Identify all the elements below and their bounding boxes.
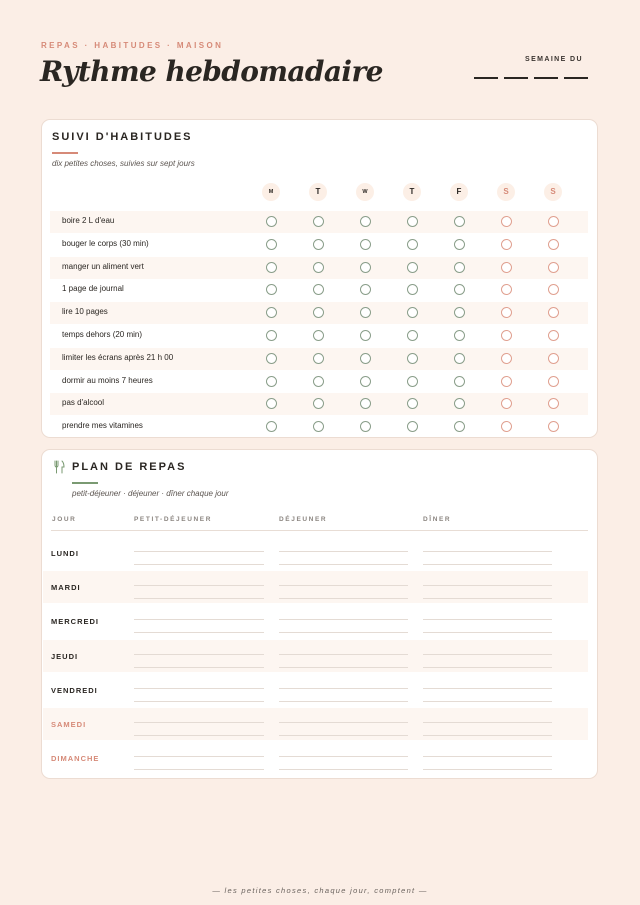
habit-checkbox[interactable] (407, 216, 418, 227)
habit-row (50, 371, 588, 393)
habit-checkbox[interactable] (407, 398, 418, 409)
habit-checkbox[interactable] (266, 284, 277, 295)
col-head-lunch: DÉJEUNER (279, 516, 328, 523)
habit-checkbox[interactable] (454, 353, 465, 364)
habit-label: pas d'alcool (62, 398, 104, 408)
habit-checkbox[interactable] (266, 239, 277, 250)
meal-write-line[interactable] (134, 654, 264, 655)
habit-row (50, 211, 588, 233)
habit-checkbox[interactable] (454, 398, 465, 409)
habit-row (50, 234, 588, 256)
habit-checkbox[interactable] (360, 307, 371, 318)
meal-write-line[interactable] (134, 722, 264, 723)
col-head-dinner: DÎNER (423, 516, 452, 523)
habit-checkbox[interactable] (266, 330, 277, 341)
meal-write-line[interactable] (423, 619, 552, 620)
page-title: Rythme hebdomadaire (40, 55, 383, 88)
week-blank (564, 77, 588, 79)
habit-label: manger un aliment vert (62, 261, 144, 271)
habit-checkbox[interactable] (360, 398, 371, 409)
habit-checkbox[interactable] (360, 330, 371, 341)
meal-write-line[interactable] (134, 701, 264, 702)
meal-write-line[interactable] (134, 585, 264, 586)
meal-write-line[interactable] (279, 688, 408, 689)
meal-write-line[interactable] (134, 632, 264, 633)
meal-write-line[interactable] (423, 632, 552, 633)
habit-checkbox[interactable] (360, 216, 371, 227)
habit-checkbox[interactable] (407, 353, 418, 364)
meal-write-line[interactable] (134, 756, 264, 757)
habit-checkbox[interactable] (501, 353, 512, 364)
meal-write-line[interactable] (134, 551, 264, 552)
habit-checkbox[interactable] (266, 307, 277, 318)
habit-checkbox[interactable] (501, 307, 512, 318)
meal-header-rule (51, 530, 588, 531)
habit-checkbox[interactable] (501, 421, 512, 432)
meal-day-label: SAMEDI (51, 720, 87, 729)
meal-write-line[interactable] (279, 619, 408, 620)
meal-row (43, 537, 588, 569)
meal-write-line[interactable] (134, 769, 264, 770)
habit-tracker-rule (52, 152, 78, 154)
meal-write-line[interactable] (423, 701, 552, 702)
habit-row (50, 416, 588, 438)
habit-checkbox[interactable] (313, 421, 324, 432)
habit-checkbox[interactable] (266, 216, 277, 227)
page-kicker: REPAS · HABITUDES · MAISON (41, 41, 224, 50)
meal-write-line[interactable] (279, 735, 408, 736)
habit-label: boire 2 L d'eau (62, 216, 115, 225)
habit-checkbox[interactable] (548, 353, 559, 364)
meal-write-line[interactable] (423, 598, 552, 599)
meal-write-line[interactable] (423, 722, 552, 723)
weekday-header-0: M (262, 183, 280, 201)
habit-checkbox[interactable] (407, 376, 418, 387)
week-blank (474, 77, 498, 79)
meal-write-line[interactable] (279, 701, 408, 702)
habit-checkbox[interactable] (454, 307, 465, 318)
meal-write-line[interactable] (423, 756, 552, 757)
habit-label: limiter les écrans après 21 h 00 (62, 352, 174, 362)
habit-row (50, 348, 588, 370)
habit-checkbox[interactable] (454, 239, 465, 250)
habit-checkbox[interactable] (548, 330, 559, 341)
week-blank (534, 77, 558, 79)
habit-checkbox[interactable] (454, 421, 465, 432)
habit-checkbox[interactable] (407, 262, 418, 273)
fork-knife-icon (53, 460, 65, 474)
meal-write-line[interactable] (279, 667, 408, 668)
habit-checkbox[interactable] (266, 421, 277, 432)
meal-write-line[interactable] (423, 551, 552, 552)
meal-day-label: VENDREDI (51, 685, 98, 695)
week-date-blanks (474, 77, 588, 79)
meal-plan-rule (72, 482, 98, 484)
habit-checkbox[interactable] (501, 216, 512, 227)
habit-checkbox[interactable] (360, 353, 371, 364)
habit-checkbox[interactable] (313, 216, 324, 227)
meal-write-line[interactable] (134, 619, 264, 620)
habit-checkbox[interactable] (548, 307, 559, 318)
habit-checkbox[interactable] (548, 421, 559, 432)
habit-checkbox[interactable] (548, 398, 559, 409)
habit-checkbox[interactable] (407, 284, 418, 295)
habit-checkbox[interactable] (266, 398, 277, 409)
habit-checkbox[interactable] (548, 284, 559, 295)
weekday-header-3: T (403, 183, 421, 201)
habit-checkbox[interactable] (548, 376, 559, 387)
habit-checkbox[interactable] (266, 262, 277, 273)
col-head-breakfast: PETIT-DÉJEUNER (134, 516, 213, 523)
meal-write-line[interactable] (423, 769, 552, 770)
meal-write-line[interactable] (279, 564, 408, 565)
meal-write-line[interactable] (279, 598, 408, 599)
habit-row (50, 325, 588, 347)
habit-row (50, 393, 588, 415)
habit-checkbox[interactable] (501, 284, 512, 295)
habit-checkbox[interactable] (454, 376, 465, 387)
habit-checkbox[interactable] (501, 239, 512, 250)
meal-write-line[interactable] (134, 598, 264, 599)
meal-write-line[interactable] (279, 756, 408, 757)
habit-checkbox[interactable] (360, 239, 371, 250)
habit-row (50, 279, 588, 301)
meal-write-line[interactable] (423, 667, 552, 668)
habit-checkbox[interactable] (548, 239, 559, 250)
habit-checkbox[interactable] (501, 330, 512, 341)
habit-row (50, 302, 588, 324)
meal-write-line[interactable] (423, 654, 552, 655)
habit-checkbox[interactable] (407, 421, 418, 432)
meal-day-label: LUNDI (51, 549, 79, 558)
habit-checkbox[interactable] (266, 376, 277, 387)
habit-checkbox[interactable] (454, 284, 465, 295)
weekday-header-4: F (450, 183, 468, 201)
habit-checkbox[interactable] (407, 330, 418, 341)
meal-write-line[interactable] (279, 722, 408, 723)
meal-write-line[interactable] (279, 632, 408, 633)
habit-tracker-subtitle: dix petites choses, suivies sur sept jours (52, 159, 195, 168)
weekday-header-row (0, 183, 640, 203)
habit-tracker-title: SUIVI D'HABITUDES (52, 131, 193, 143)
meal-row (43, 605, 588, 637)
meal-write-line[interactable] (134, 688, 264, 689)
habit-checkbox[interactable] (360, 421, 371, 432)
meal-write-line[interactable] (279, 654, 408, 655)
week-blank (504, 77, 528, 79)
meal-day-label: JEUDI (51, 651, 79, 661)
meal-row (43, 742, 588, 774)
week-label: SEMAINE DU (525, 56, 583, 63)
habit-checkbox[interactable] (360, 376, 371, 387)
habit-checkbox[interactable] (501, 376, 512, 387)
habit-checkbox[interactable] (313, 376, 324, 387)
habit-checkbox[interactable] (454, 262, 465, 273)
habit-checkbox[interactable] (548, 216, 559, 227)
habit-checkbox[interactable] (313, 330, 324, 341)
habit-label: lire 10 pages (62, 307, 108, 317)
habit-checkbox[interactable] (313, 398, 324, 409)
weekday-header-1: T (309, 183, 327, 201)
col-head-day: JOUR (52, 516, 77, 523)
habit-checkbox[interactable] (454, 330, 465, 341)
habit-label: temps dehors (20 min) (62, 330, 143, 339)
habit-label: dormir au moins 7 heures (62, 375, 153, 385)
weekday-header-6: S (544, 183, 562, 201)
meal-day-label: DIMANCHE (51, 754, 100, 764)
meal-write-line[interactable] (423, 735, 552, 736)
weekday-header-5: S (497, 183, 515, 201)
weekday-header-2: W (356, 183, 374, 201)
meal-write-line[interactable] (423, 564, 552, 565)
meal-write-line[interactable] (134, 735, 264, 736)
meal-row (43, 708, 588, 740)
habit-checkbox[interactable] (360, 284, 371, 295)
habit-label: prendre mes vitamines (62, 421, 143, 431)
footer-quote: — les petites choses, chaque jour, comptent — (212, 886, 428, 895)
meal-plan-subtitle: petit-déjeuner · déjeuner · dîner chaque jour (72, 489, 229, 498)
meal-write-line[interactable] (279, 551, 408, 552)
habit-checkbox[interactable] (266, 353, 277, 364)
habit-checkbox[interactable] (313, 262, 324, 273)
habit-checkbox[interactable] (313, 284, 324, 295)
habit-checkbox[interactable] (548, 262, 559, 273)
habit-checkbox[interactable] (454, 216, 465, 227)
habit-checkbox[interactable] (501, 398, 512, 409)
habit-label: bouger le corps (30 min) (62, 238, 149, 248)
habit-checkbox[interactable] (313, 307, 324, 318)
meal-write-line[interactable] (423, 688, 552, 689)
habit-row (50, 257, 588, 279)
habit-checkbox[interactable] (407, 307, 418, 318)
meal-write-line[interactable] (279, 585, 408, 586)
meal-day-label: MARDI (51, 583, 81, 593)
habit-checkbox[interactable] (501, 262, 512, 273)
meal-write-line[interactable] (134, 564, 264, 565)
habit-checkbox[interactable] (313, 353, 324, 364)
meal-write-line[interactable] (423, 585, 552, 586)
meal-row (43, 640, 588, 672)
habit-checkbox[interactable] (407, 239, 418, 250)
meal-day-label: MERCREDI (51, 617, 100, 627)
meal-row (43, 571, 588, 603)
meal-row (43, 674, 588, 706)
meal-plan-title: PLAN DE REPAS (72, 461, 187, 473)
habit-checkbox[interactable] (313, 239, 324, 250)
habit-checkbox[interactable] (360, 262, 371, 273)
habit-label: 1 page de journal (62, 284, 124, 294)
meal-write-line[interactable] (134, 667, 264, 668)
meal-write-line[interactable] (279, 769, 408, 770)
